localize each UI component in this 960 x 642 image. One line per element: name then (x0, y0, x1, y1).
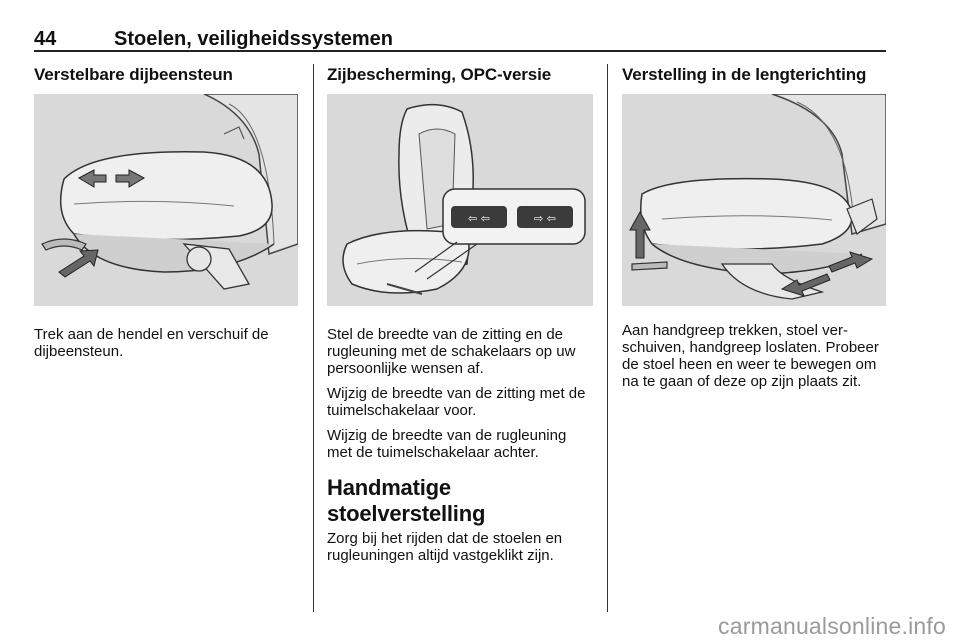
header-rule (34, 50, 886, 52)
column-divider (607, 64, 608, 612)
manual-seat-adjustment-heading: Handmatige stoelverstelling (327, 475, 486, 526)
watermark: carmanualsonline.info (718, 613, 946, 639)
column-thigh-support (34, 64, 298, 360)
page-header (34, 28, 886, 50)
thigh-support-instruction: Trek aan de hendel en verschuif de dijbeensteun. (34, 326, 269, 360)
column-longitudinal-adjustment (622, 64, 886, 390)
page-number: 44 (34, 28, 57, 50)
column-side-protection (327, 64, 593, 564)
thigh-support-illustration (34, 94, 298, 306)
side-protection-paragraph-3: Wijzig de breedte van de rugleuning met de tuimelschakelaar achter. (327, 427, 567, 461)
svg-text:⇦ ⇦: ⇦ ⇦ (468, 212, 490, 225)
side-protection-illustration (327, 94, 593, 306)
longitudinal-adjustment-illustration (622, 94, 886, 306)
svg-text:⇨ ⇦: ⇨ ⇦ (534, 212, 556, 225)
side-protection-heading: Zijbescherming, OPC-versie (327, 65, 552, 84)
column-divider (313, 64, 314, 612)
side-protection-paragraph-2: Wijzig de breedte van de zitting met de tuimelschakelaar voor. (327, 385, 586, 419)
thigh-support-heading: Verstelbare dijbeensteun (34, 65, 233, 84)
longitudinal-adjustment-instruction: Aan handgreep trekken, stoel verschuiven, handgreep loslaten. Probeer de stoel heen en weer te bewegen om na te gaan of deze op zijn plaats zit. (622, 322, 879, 390)
longitudinal-adjustment-heading: Verstelling in de lengterichting (622, 65, 867, 84)
manual-seat-adjustment-text: Zorg bij het rijden dat de stoelen en rugleuningen altijd vastgeklikt zijn. (327, 530, 563, 564)
side-protection-paragraph-1: Stel de breedte van de zitting en de rugleuning met de schakelaars op uw persoonlijke wensen af. (327, 326, 576, 377)
chapter-title: Stoelen, veiligheidssystemen (114, 28, 393, 50)
